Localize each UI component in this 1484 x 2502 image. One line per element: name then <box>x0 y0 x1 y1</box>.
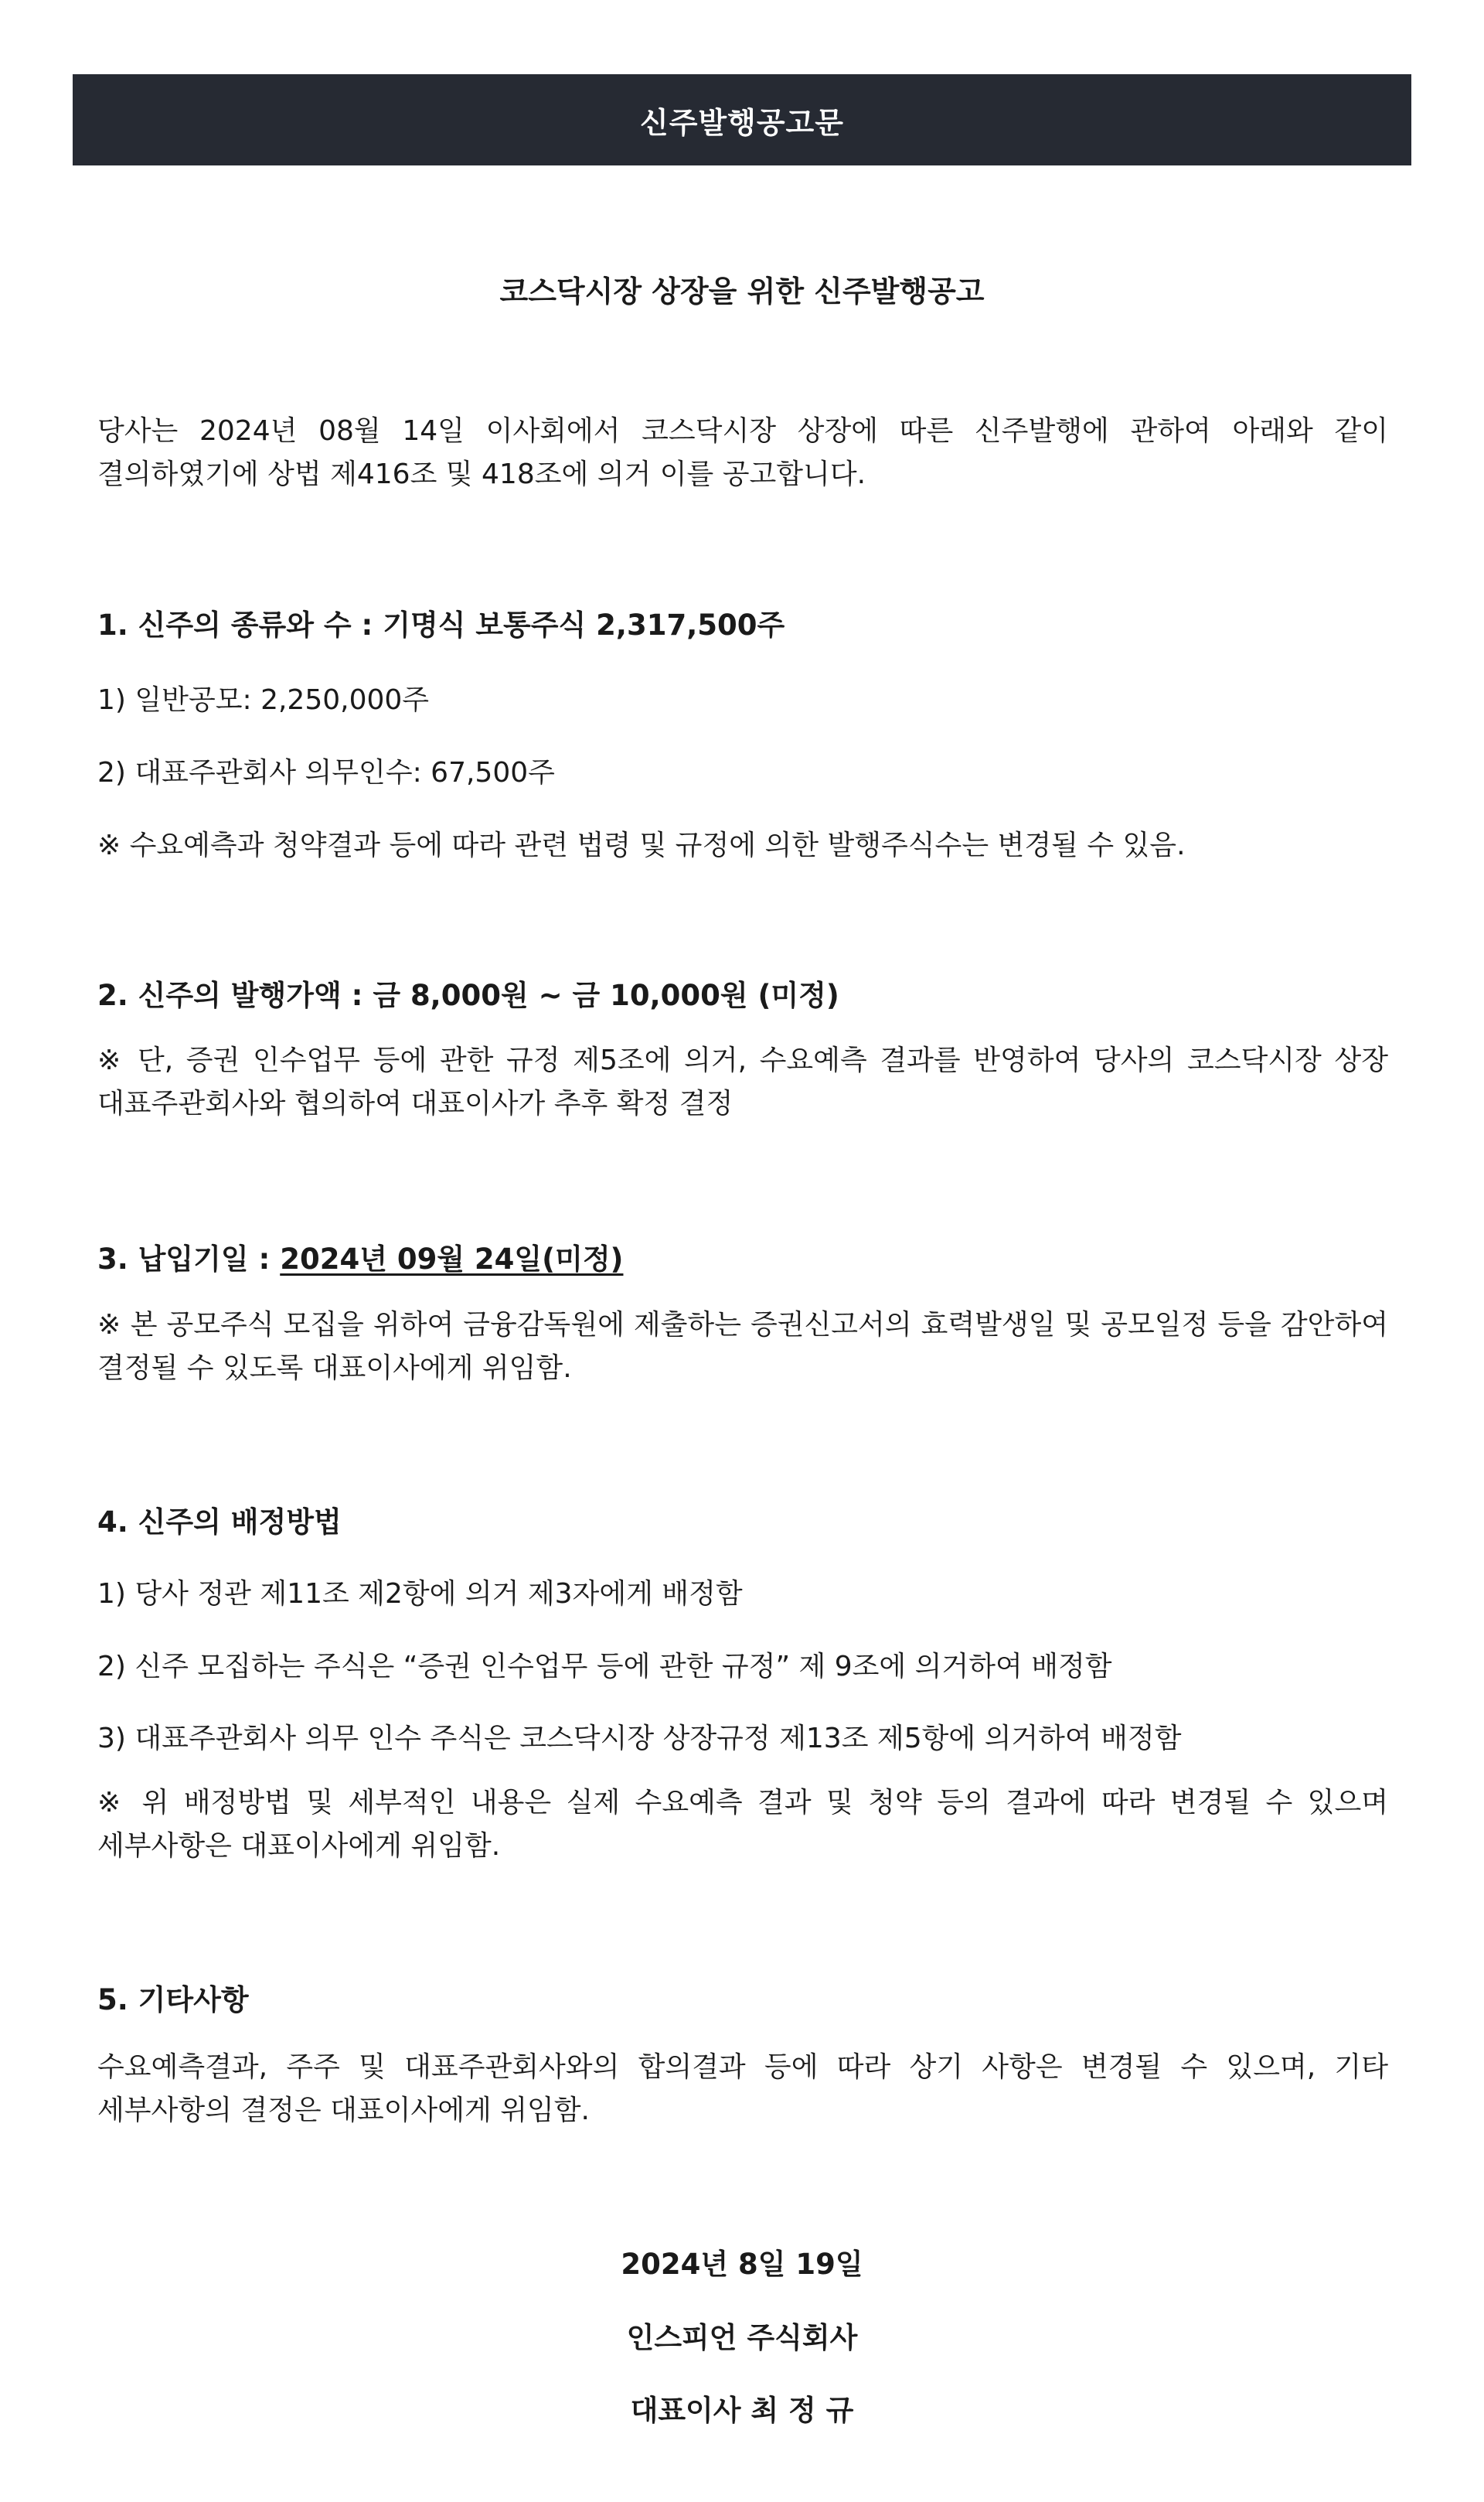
section-5-body: 수요예측결과, 주주 및 대표주관회사와의 합의결과 등에 따라 상기 사항은 변경될 수 있으며, 기타 세부사항의 결정은 대표이사에게 위임함. <box>97 2051 1388 2126</box>
section-1-note: ※ 수요예측과 청약결과 등에 따라 관련 법령 및 규정에 의한 발행주식수는 변경될 수 있음. <box>97 830 1186 861</box>
document-title: 코스닥시장 상장을 위한 신주발행공고 <box>499 274 985 308</box>
section-4-item-2: 2) 신주 모집하는 주식은 “증권 인수업무 등에 관한 규정” 제 9조에 의거하여 배정함 <box>97 1651 1112 1682</box>
section-1-item-1: 1) 일반공모: 2,250,000주 <box>97 684 430 716</box>
section-4-note: ※ 위 배정방법 및 세부적인 내용은 실제 수요예측 결과 및 청약 등의 결과에 따라 변경될 수 있으며 세부사항은 대표이사에게 위임함. <box>97 1787 1388 1862</box>
section-4-item-1: 1) 당사 정관 제11조 제2항에 의거 제3자에게 배정함 <box>97 1578 743 1610</box>
section-4-heading: 4. 신주의 배정방법 <box>97 1505 342 1539</box>
signature-date: 2024년 8일 19일 <box>621 2248 863 2281</box>
section-4-item-3: 3) 대표주관회사 의무 인수 주식은 코스닥시장 상장규정 제13조 제5항에 의거하여 배정함 <box>97 1723 1182 1754</box>
header-title: 신주발행공고문 <box>640 105 844 140</box>
payment-date: 2024년 09월 24일(미정) <box>280 1242 624 1276</box>
section-2-note: ※ 단, 증권 인수업무 등에 관한 규정 제5조에 의거, 수요예측 결과를 반영하여 당사의 코스닥시장 상장 대표주관회사와 협의하여 대표이사가 추후 확정 결정 <box>97 1045 1388 1120</box>
ceo-name: 대표이사 최 정 규 <box>630 2394 854 2427</box>
section-3-heading <box>97 1236 623 1277</box>
section-2-heading: 2. 신주의 발행가액 : 금 8,000원 ~ 금 10,000원 (미정) <box>97 979 839 1012</box>
intro-paragraph: 당사는 2024년 08월 14일 이사회에서 코스닥시장 상장에 따른 신주발행에 관하여 아래와 같이 결의하였기에 상법 제416조 및 418조에 의거 이를 공고합니다. <box>97 415 1388 490</box>
section-3-note: ※ 본 공모주식 모집을 위하여 금융감독원에 제출하는 증권신고서의 효력발생일 및 공모일정 등을 감안하여 결정될 수 있도록 대표이사에게 위임함. <box>97 1309 1388 1384</box>
section-1-item-2: 2) 대표주관회사 의무인수: 67,500주 <box>97 757 555 789</box>
header-bar <box>73 74 1411 165</box>
company-name: 인스피언 주식회사 <box>626 2321 858 2354</box>
section-5-heading: 5. 기타사항 <box>97 1983 249 2016</box>
section-3-heading-label: 3. 납입기일 : <box>97 1242 281 1276</box>
section-1-heading: 1. 신주의 종류와 수 : 기명식 보통주식 2,317,500주 <box>97 608 785 642</box>
